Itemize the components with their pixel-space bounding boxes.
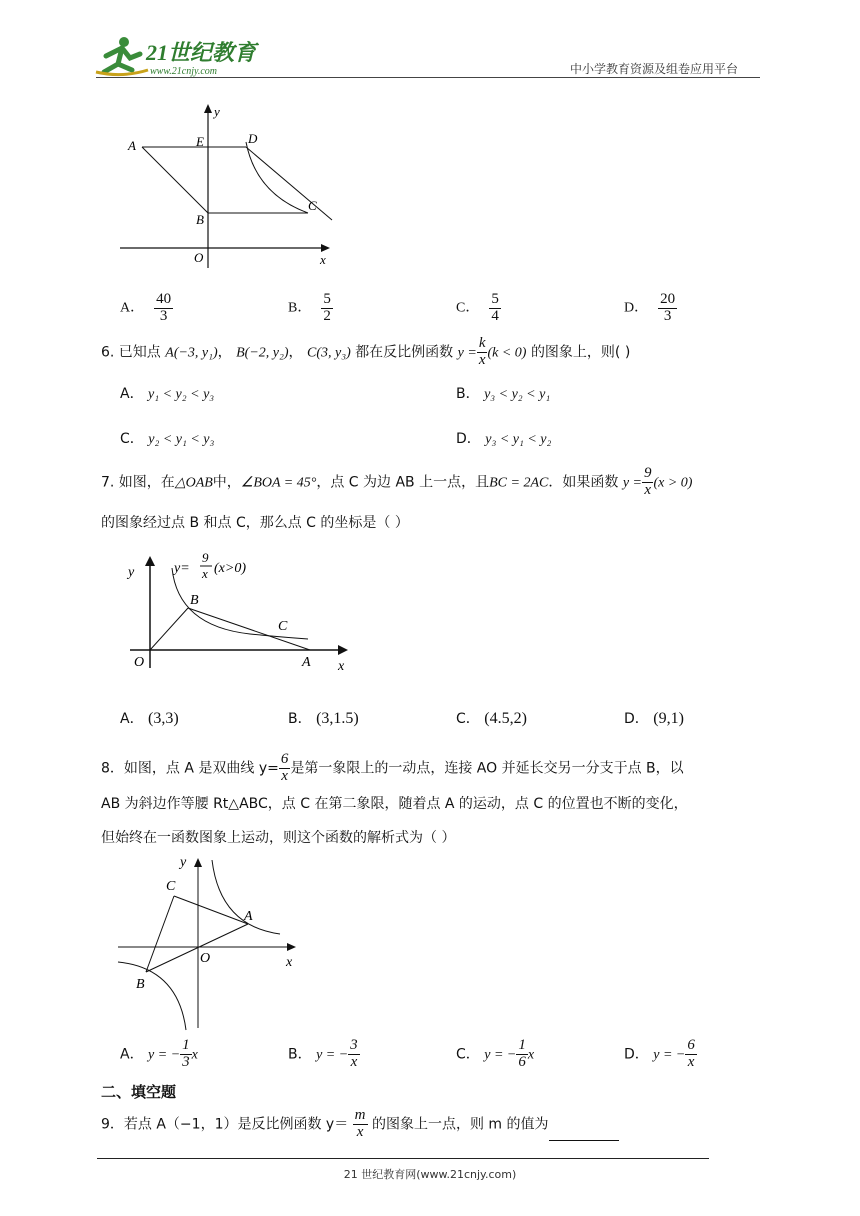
q7-curve-label: y= (174, 561, 190, 576)
q8-stem-line2: AB 为斜边作等腰 Rt△ABC，点 C 在第二象限，随着点 A 的运动，点 C 的位置也不断的变化， (101, 796, 688, 812)
svg-text:9: 9 (202, 550, 209, 565)
svg-text:x: x (202, 566, 208, 581)
q7-option-c: C． (4.5,2) (456, 710, 527, 727)
q8-stem-line1: 8．如图，点 A 是双曲线 y= $\frac{6}{x}$ 是第一象限上的一动点，连接 AO 并延长交另一分支于点 B，以 (101, 751, 684, 784)
q7-option-b: B． (3,1.5) (288, 710, 359, 727)
q5-option-a: A． $\frac{40}{3}$ (120, 291, 172, 324)
section-title: 二、填空题 (101, 1083, 177, 1101)
q8-option-b: B． y = − $\frac{3}{x}$ (288, 1037, 358, 1070)
label-C: C (166, 879, 176, 894)
label-y: y (128, 565, 135, 580)
q7-option-a: A． (3,3) (120, 710, 179, 727)
q8-option-d: D． y = − $\frac{6}{x}$ (624, 1037, 695, 1070)
label-x: x (286, 955, 293, 970)
runner-icon (96, 37, 148, 75)
label-A: A (302, 655, 311, 670)
label-B: B (190, 593, 199, 608)
q9-answer-blank[interactable] (549, 1127, 619, 1141)
q5-figure (118, 102, 338, 276)
svg-text:(x>0): (x>0) (214, 561, 246, 576)
platform-name: 中小学教育资源及组卷应用平台 (570, 62, 739, 76)
label-x: x (320, 252, 326, 267)
label-y: y (214, 104, 220, 119)
q5-option-d: D． $\frac{20}{3}$ (624, 291, 676, 324)
logo-url: www.21cnjy.com (150, 66, 218, 77)
q6-option-a: A． y₁ < y₂ < y₃ (120, 386, 215, 402)
q8-option-c: C． y = − $\frac{1}{6}$ x (456, 1037, 535, 1070)
label-A: A (128, 138, 136, 153)
site-logo (92, 34, 262, 80)
footer-text: 21 世纪教育网(www.21cnjy.com) (343, 1168, 517, 1181)
q6-stem: 6. 已知点 A(−3, y₁)， B(−2, y₂)， C(3, y₃) 都在反比例函数 y = $\frac{k}{x}$ (k < 0) 的图象上，则( ) (101, 335, 631, 368)
q5-option-b: B． $\frac{5}{2}$ (288, 291, 331, 324)
header-divider (96, 77, 760, 78)
q7-figure (120, 546, 360, 678)
q6-option-b: B． y₃ < y₂ < y₁ (456, 386, 551, 402)
q8-option-a: A． y = − $\frac{1}{3}$ x (120, 1037, 198, 1070)
label-A: A (244, 909, 253, 924)
label-B: B (136, 977, 145, 992)
label-C: C (278, 619, 288, 634)
q7-stem-line2: 的图象经过点 B 和点 C，那么点 C 的坐标是（ ） (101, 515, 409, 531)
q5-option-c: C． $\frac{5}{4}$ (456, 291, 499, 324)
label-O: O (134, 655, 145, 670)
label-B: B (196, 212, 204, 227)
label-y: y (180, 855, 187, 870)
label-D: D (248, 131, 258, 146)
q8-stem-line3: 但始终在一函数图象上运动，则这个函数的解析式为（ ） (101, 830, 456, 846)
label-O: O (194, 250, 204, 265)
q7-option-d: D． (9,1) (624, 710, 684, 727)
footer-divider (97, 1158, 709, 1159)
q9-stem: 9．若点 A（−1，1）是反比例函数 y＝ $\frac{m}{x}$ 的图象上一点，则 m 的值为 (101, 1108, 619, 1141)
label-C: C (308, 198, 317, 213)
q7-stem-line1: 7. 如图，在△OAB中，∠BOA = 45°，点 C 为边 AB 上一点，且BC = 2AC．如果函数 y = $\frac{9}{x}$ (x > 0) (101, 465, 693, 498)
logo-text: 21世纪教育 (146, 40, 257, 65)
label-O: O (200, 951, 211, 966)
q8-figure (116, 852, 306, 1036)
q6-option-c: C． y₂ < y₁ < y₃ (120, 431, 215, 447)
q6-option-d: D． y₃ < y₁ < y₂ (456, 431, 552, 447)
label-x: x (338, 659, 345, 674)
label-E: E (196, 134, 204, 149)
